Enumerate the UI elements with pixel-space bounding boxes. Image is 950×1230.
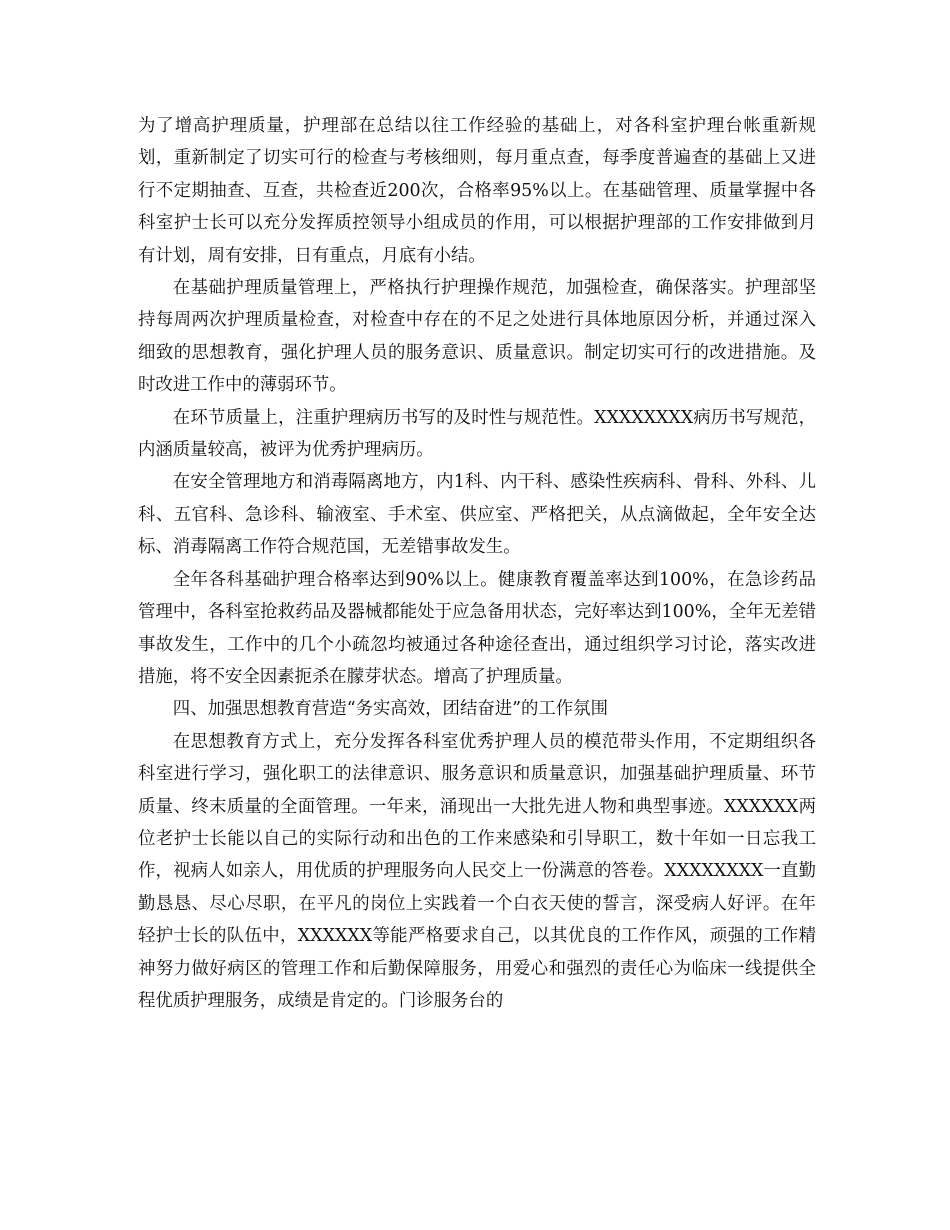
paragraph-basic-nursing-quality: 在基础护理质量管理上，严格执行护理操作规范，加强检查，确保落实。护理部坚持每周两次护理质量检查，对检查中存在的不足之处进行具体地原因分析，并通过深入细致的思想教育，强化护理人员的服务意识、质量意识。制定切实可行的改进措施。及时改进工作中的薄弱环节。 — [138, 278, 816, 396]
paragraph-link-quality: 在环节质量上，注重护理病历书写的及时性与规范性。XXXXXXXX病历书写规范，内涵质量较高，被评为优秀护理病历。 — [138, 407, 816, 461]
paragraph-role-models: 在思想教育方式上，充分发挥各科室优秀护理人员的模范带头作用，不定期组织各科室进行学习，强化职工的法律意识、服务意识和质量意识，加强基础护理质量、环节质量、终末质量的全面管理。一年来，涌现出一大批先进人物和典型事迹。XXXXXX两位老护士长能以自己的实际行动和出色的工作来感染和引导职工，数十年如一日忘我工作，视病人如亲人，用优质的护理服务向人民交上一份满意的答卷。XXXXXXXX一直勤勤恳恳、尽心尽职，在平凡的岗位上实践着一个白衣天使的誓言，深受病人好评。在年轻护士长的队伍中，XXXXXX等能严格要求自己，以其优良的工作作风，顽强的工作精神努力做好病区的管理工作和后勤保障服务，用爱心和强烈的责任心为临床一线提供全程优质护理服务，成绩是肯定的。门诊服务台的 — [138, 731, 816, 1011]
paragraph-quality-planning: 为了增高护理质量，护理部在总结以往工作经验的基础上，对各科室护理台帐重新规划，重新制定了切实可行的检查与考核细则，每月重点查，每季度普遍查的基础上又进行不定期抽查、互查，共检查近200次，合格率95%以上。在基础管理、质量掌握中各科室护士长可以充分发挥质控领导小组成员的作用，可以根据护理部的工作安排做到月有计划，周有安排，日有重点，月底有小结。 — [138, 116, 816, 266]
paragraph-pass-rates: 全年各科基础护理合格率达到90%以上。健康教育覆盖率达到100%，在急诊药品管理中，各科室抢救药品及器械都能处于应急备用状态，完好率达到100%，全年无差错事故发生，工作中的几个小疏忽均被通过各种途径查出，通过组织学习讨论，落实改进措施，将不安全因素扼杀在朦芽状态。增高了护理质量。 — [138, 569, 816, 687]
paragraph-safety-management: 在安全管理地方和消毒隔离地方，内1科、内干科、感染性疾病科、骨科、外科、儿科、五官科、急诊科、输液室、手术室、供应室、严格把关，从点滴做起，全年安全达标、消毒隔离工作符合规范国，无差错事故发生。 — [138, 472, 816, 558]
section-heading-ideological-education: 四、加强思想教育营造“务实高效，团结奋进”的工作氛围 — [172, 699, 608, 720]
